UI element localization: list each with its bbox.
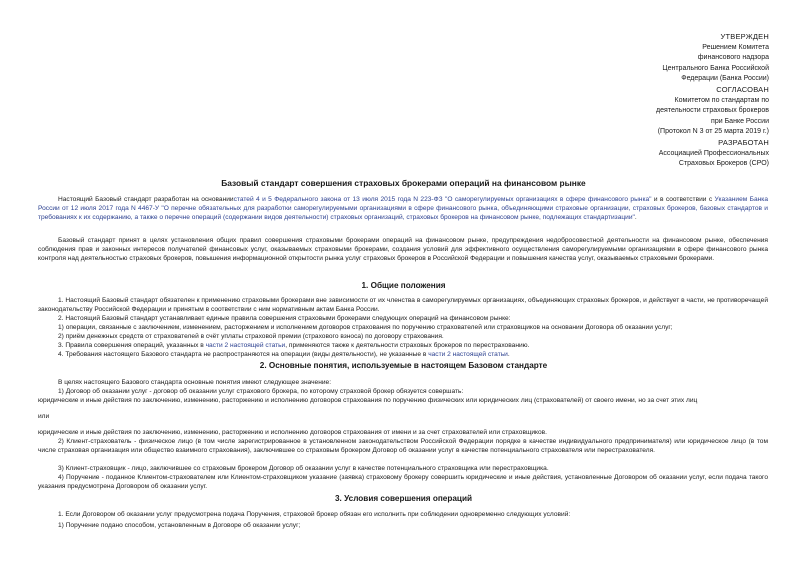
intro-text: и в соответствии с — [651, 196, 715, 203]
section-heading-3: 3. Условия совершения операций — [334, 494, 473, 503]
approval-line: СОГЛАСОВАН — [716, 84, 769, 94]
section-heading-2: 2. Основные понятия, используемые в настоящем Базовом стандарте — [259, 361, 548, 370]
section1-text: 4. Требования настоящего Базового стандарта не распространяются на операции (виды деятельности), не указанные в — [58, 351, 429, 358]
section1-text: 3. Правила совершения операций, указанных в — [58, 342, 206, 349]
approval-line: Решением Комитета — [702, 43, 769, 51]
approval-line: Федерации (Банка России) — [681, 75, 769, 83]
approval-line: Ассоциацией Профессиональных — [658, 149, 769, 157]
approval-line: деятельности страховых брокеров — [656, 107, 769, 115]
approval-line: (Протокол N 3 от 25 марта 2019 г.) — [657, 128, 769, 136]
intro-text: Настоящий Базовый стандарт разработан на основании — [58, 196, 234, 203]
section1-subitem-1: 1) операции, связанные с заключением, изменением, расторжением и исполнением договоров страхования по поручению страхователей или страховщиков на основании Договора об оказании услуг; — [58, 324, 673, 331]
section1-text: , применяются также к деятельности страховых брокеров по перестрахованию. — [285, 342, 530, 349]
section-heading-1: 1. Общие положения — [361, 281, 446, 290]
page-title: Базовый стандарт совершения страховых брокерами операций на финансовом рынке — [221, 178, 586, 188]
section1-item-2: 2. Настоящий Базовый стандарт устанавливает единые правила совершения страховыми брокерами следующих операций на финансовом рынке: — [58, 315, 511, 322]
approval-line: при Банке России — [711, 117, 769, 125]
intro-paragraph-2: Базовый стандарт принят в целях установления общих правил совершения страховыми брокерами операций на финансовом рынке, предупреждения недобросовестной деятельности на финансовом рынке, обеспечения соблюдения прав и законных интересов получателей финансовых услуг, оказываемых страховыми брокерами, создания условий для эффективного осуществления саморегулируемыми организациями в сфере финансового рынка контроля над деятельностью страховых брокеров, повышения информационной открытости рынка услуг страховых брокеров в Российской Федерации и повышения качества услуг, оказываемых страховыми брокерами. — [38, 237, 768, 263]
section1-text: . — [507, 351, 510, 358]
intro-paragraph — [38, 195, 768, 222]
section3-subitem-1: 1) Поручение подано способом, установленным в Договоре об оказании услуг; — [58, 522, 301, 529]
intro-text: . — [634, 214, 637, 222]
part2-link[interactable]: части 2 настоящей статьи — [205, 342, 286, 349]
section3-item-1: 1. Если Договором об оказании услуг предусмотрена подача Поручения, страховой брокер обязан его исполнить при соблюдении одновременно следующих условий: — [58, 511, 571, 518]
section1-subitem-2: 2) приём денежных средств от страхователей в счёт уплаты страховой премии (страхового взноса) по договору страхования. — [58, 333, 444, 340]
section2-or: или — [38, 413, 50, 420]
section2-text: юридические и иные действия по заключению, изменению, расторжению и исполнению договоров страхования от имени и за счет страхователей или страховщиков. — [38, 429, 548, 436]
section2-item-1: 1) Договор об оказании услуг - договор об оказании услуг страхового брокера, по которому страховой брокер обязуется совершать: — [58, 388, 464, 395]
federal-law-link[interactable]: статей 4 и 5 Федерального закона от 13 июля 2015 года N 223-ФЗ "О саморегулируемых организациях в сфере финансового рынка" — [233, 196, 652, 203]
part2-link[interactable]: части 2 настоящей статьи — [428, 351, 508, 358]
approval-block — [529, 32, 769, 170]
approval-line: УТВЕРЖДЕН — [720, 32, 769, 41]
section2-item-3: 3) Клиент-страховщик - лицо, заключившее со страховым брокером Договор об оказании услуг в качестве потенциального страховщика или перестраховщика. — [58, 465, 549, 472]
section2-item-2: 2) Клиент-страхователь - физическое лицо (в том числе зарегистрированное в установленном законодательством Российской Федерации порядке в качестве индивидуального предпринимателя) или юридическое лицо (в том числе страховая организация или общество взаимного страхования), заключившее со страховым брокером Договор об оказании услуг в качестве потенциального страхователя или перестрахователя. — [38, 438, 768, 455]
section1-item-3 — [38, 341, 768, 350]
section2-item-4: 4) Поручение - поданное Клиентом-страхователем или Клиентом-страховщиком указание (заявка) страховому брокеру совершить юридические и иные действия, установленные Договором об оказании услуг, если подача такого указания предусмотрена Договором об оказании услуг. — [38, 474, 768, 491]
section1-item-1: 1. Настоящий Базовый стандарт обязателен к применению страховыми брокерами вне зависимости от их членства в саморегулируемых организациях, объединяющих страховых брокеров, и действует в части, не противоречащей законодательству Российской Федерации и принятым в соответствии с ним нормативным актам Банка России. — [38, 297, 768, 314]
approval-line: Комитетом по стандартам по — [674, 96, 769, 104]
approval-line: РАЗРАБОТАН — [718, 137, 769, 147]
approval-line: Страховых Брокеров (СРО) — [678, 160, 769, 168]
section2-intro: В целях настоящего Базового стандарта основные понятия имеют следующее значение: — [58, 379, 332, 386]
bank-directive-link[interactable]: Указанием Банка России от 12 июля 2017 года N 4467-У "О перечне обязательных для разработки саморегулируемыми организациями в сфере финансового рынка, объединяющими страховые организации, страховых брокеров, базовых стандартов и требованиях к их содержанию, а также о перечне операций (содержании видов деятельности) страховых организаций, страховых брокеров на финансовом рынке, подлежащих стандартизации" — [38, 196, 769, 222]
section2-text: юридические и иные действия по заключению, изменению, расторжению и исполнению договоров страхования по поручению физических или юридических лиц (страхователей) от своего имени, но за счет этих лиц — [38, 397, 698, 404]
approval-line: Центрального Банка Российской — [662, 64, 769, 72]
section1-item-4 — [38, 350, 768, 359]
approval-line: финансового надзора — [697, 54, 769, 62]
